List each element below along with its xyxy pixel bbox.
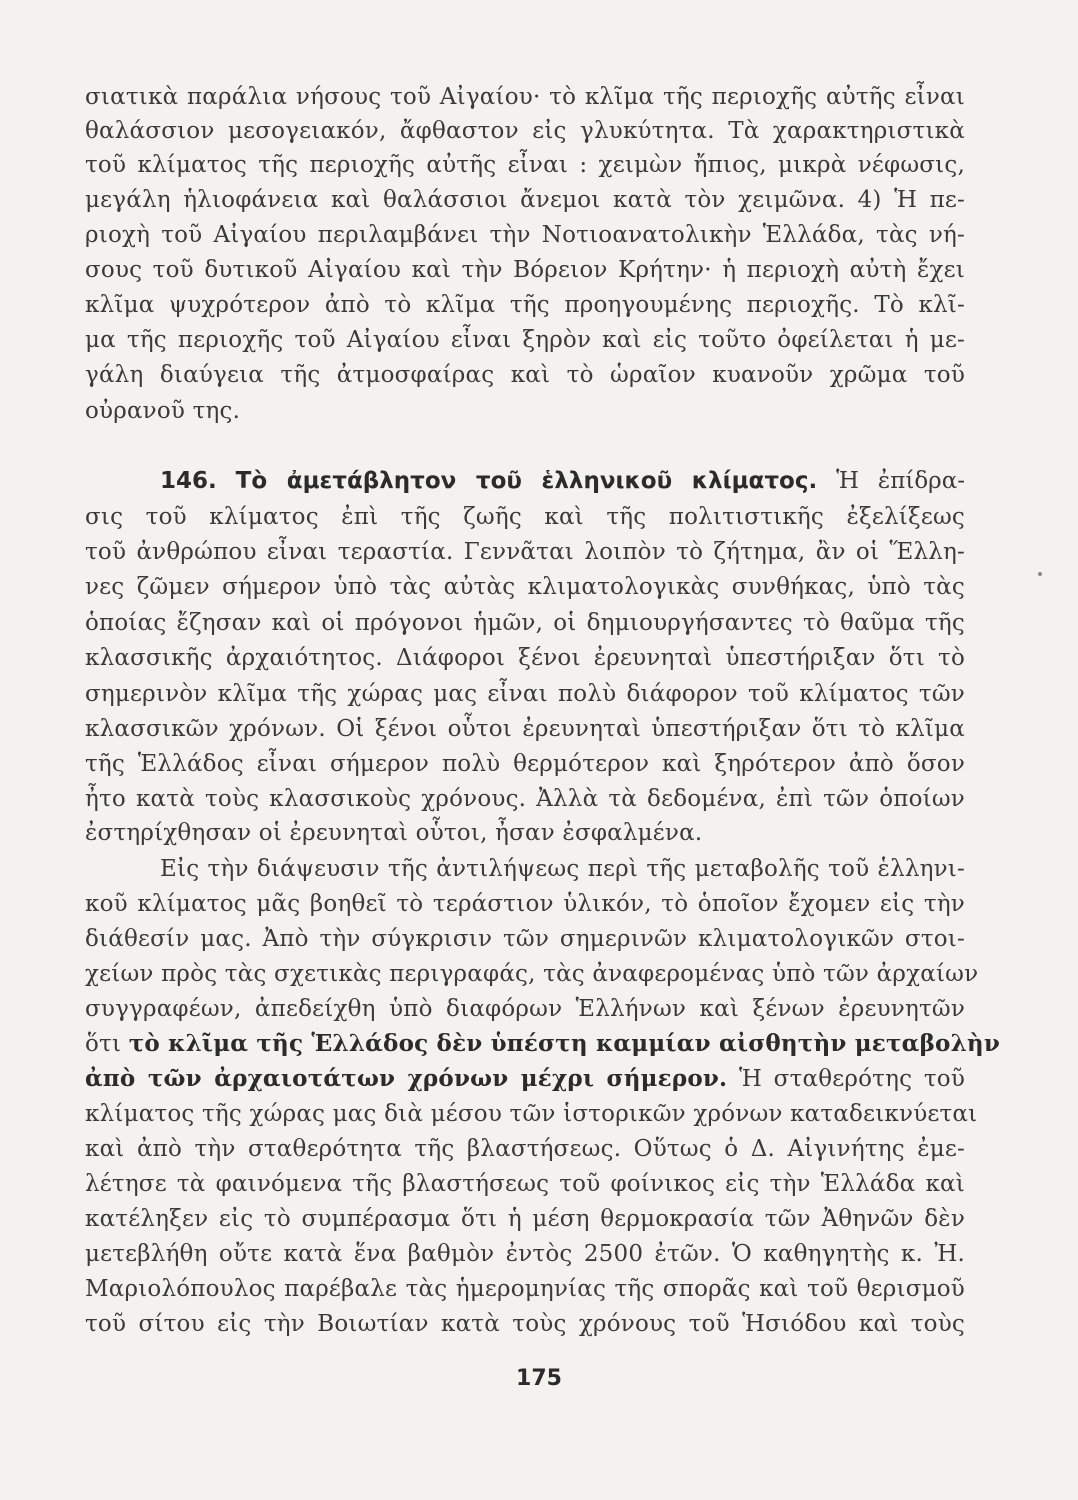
text-line: οὐρανοῦ της. [85, 398, 241, 424]
paper-speck [1038, 572, 1042, 576]
text-line: μετεβλήθη οὔτε κατὰ ἕνα βαθμὸν ἐντὸς 2500 ἐτῶν. Ὁ καθηγητὴς κ. Ἠ. [85, 1241, 965, 1267]
text-line: ἦτο κατὰ τοὺς κλασσικοὺς χρόνους. Ἀλλὰ τὰ δεδομένα, ἐπὶ τῶν ὁποίων [85, 786, 965, 812]
text-line: κοῦ κλίματος μᾶς βοηθεῖ τὸ τεράστιον ὑλικόν, τὸ ὁποῖον ἔχομεν εἰς τὴν [85, 891, 965, 917]
text-line: σημερινὸν κλῖμα τῆς χώρας μας εἶναι πολὺ διάφορον τοῦ κλίματος τῶν [85, 681, 965, 707]
text-line: ἐστηρίχθησαν οἱ ἐρευνηταὶ οὗτοι, ἦσαν ἐσφαλμένα. [85, 820, 703, 846]
text-line: σις τοῦ κλίματος ἐπὶ τῆς ζωῆς καὶ τῆς πολιτιστικῆς ἐξελίξεως [85, 504, 965, 530]
text-line: γάλη διαύγεια τῆς ἀτμοσφαίρας καὶ τὸ ὡραῖον κυανοῦν χρῶμα τοῦ [85, 362, 965, 388]
text-line: διάθεσίν μας. Ἀπὸ τὴν σύγκρισιν τῶν σημερινῶν κλιματολογικῶν στοι- [85, 926, 965, 952]
text-line: θαλάσσιον μεσογειακόν, ἄφθαστον εἰς γλυκύτητα. Τὰ χαρακτηριστικὰ [85, 118, 965, 144]
text-line: Εἰς τὴν διάψευσιν τῆς ἀντιλήψεως περὶ τῆς μεταβολῆς τοῦ ἑλληνι- [160, 856, 965, 882]
text-line: καὶ ἀπὸ τὴν σταθερότητα τῆς βλαστήσεως. Οὕτως ὁ Δ. Αἰγινήτης ἐμε- [85, 1136, 965, 1162]
text-fragment: Ἡ σταθερότης τοῦ [738, 1066, 966, 1092]
section-title: Τὸ ἀμετάβλητον τοῦ ἑλληνικοῦ κλίματος. [235, 468, 818, 494]
text-line: κατέληξεν εἰς τὸ συμπέρασμα ὅτι ἡ μέση θερμοκρασία τῶν Ἀθηνῶν δὲν [85, 1206, 965, 1232]
text-line: λέτησε τὰ φαινόμενα τῆς βλαστήσεως τοῦ φοίνικος εἰς τὴν Ἑλλάδα καὶ [85, 1171, 965, 1197]
text-line: μεγάλη ἡλιοφάνεια καὶ θαλάσσιοι ἄνεμοι κατὰ τὸν χειμῶνα. 4) Ἡ πε- [85, 187, 965, 213]
text-line: συγγραφέων, ἀπεδείχθη ὑπὸ διαφόρων Ἑλλήνων καὶ ξένων ἐρευνητῶν [85, 996, 965, 1022]
page-number: 175 [516, 1366, 562, 1391]
section-first-line-text: Ἡ ἐπίδρα- [836, 468, 966, 494]
text-line-emphasis [85, 1027, 1000, 1061]
text-line: κλίματος τῆς χώρας μας διὰ μέσου τῶν ἱστορικῶν χρόνων καταδεικνύεται [85, 1101, 978, 1127]
text-line: σιατικὰ παράλια νήσους τοῦ Αἰγαίου· τὸ κλῖμα τῆς περιοχῆς αὐτῆς εἶναι [85, 84, 965, 110]
emphasized-text: τὸ κλῖμα τῆς Ἑλλάδος δὲν ὑπέστη καμμίαν αἰσθητὴν μεταβολὴν [128, 1030, 1000, 1057]
text-line-emphasis [85, 1062, 965, 1096]
text-line: κλασσικῆς ἀρχαιότητος. Διάφοροι ξένοι ἐρευνηταὶ ὑπεστήριξαν ὅτι τὸ [85, 645, 965, 671]
text-line: τῆς Ἑλλάδος εἶναι σήμερον πολὺ θερμότερον καὶ ξηρότερον ἀπὸ ὅσον [85, 751, 965, 777]
text-line: ριοχὴ τοῦ Αἰγαίου περιλαμβάνει τὴν Νοτιοανατολικὴν Ἑλλάδα, τὰς νή- [85, 222, 965, 248]
text-line: τοῦ σίτου εἰς τὴν Βοιωτίαν κατὰ τοὺς χρόνους τοῦ Ἡσιόδου καὶ τοὺς [85, 1311, 965, 1337]
text-line: μα τῆς περιοχῆς τοῦ Αἰγαίου εἶναι ξηρὸν καὶ εἰς τοῦτο ὀφείλεται ἡ με- [85, 327, 965, 353]
text-line: Μαριολόπουλος παρέβαλε τὰς ἡμερομηνίας τῆς σπορᾶς καὶ τοῦ θερισμοῦ [85, 1276, 965, 1302]
text-line: ὁποίας ἔζησαν καὶ οἱ πρόγονοι ἡμῶν, οἱ δημιουργήσαντες τὸ θαῦμα τῆς [85, 610, 965, 636]
text-fragment: ὅτι [85, 1031, 122, 1057]
section-heading-line [160, 464, 965, 498]
text-line: κλῖμα ψυχρότερον ἀπὸ τὸ κλῖμα τῆς προηγουμένης περιοχῆς. Τὸ κλῖ- [85, 292, 965, 318]
text-line: τοῦ κλίματος τῆς περιοχῆς αὐτῆς εἶναι : χειμὼν ἤπιος, μικρὰ νέφωσις, [85, 152, 965, 178]
text-line: κλασσικῶν χρόνων. Οἱ ξένοι οὗτοι ἐρευνηταὶ ὑπεστήριξαν ὅτι τὸ κλῖμα [85, 716, 965, 742]
text-line: χείων πρὸς τὰς σχετικὰς περιγραφάς, τὰς ἀναφερομένας ὑπὸ τῶν ἀρχαίων [85, 961, 979, 987]
emphasized-text: ἀπὸ τῶν ἀρχαιοτάτων χρόνων μέχρι σήμερον. [85, 1065, 728, 1092]
section-number: 146. [160, 468, 217, 494]
text-line: νες ζῶμεν σήμερον ὑπὸ τὰς αὐτὰς κλιματολογικὰς συνθήκας, ὑπὸ τὰς [85, 574, 965, 600]
text-line: σους τοῦ δυτικοῦ Αἰγαίου καὶ τὴν Βόρειον Κρήτην· ἡ περιοχὴ αὐτὴ ἔχει [85, 257, 965, 283]
text-line: τοῦ ἀνθρώπου εἶναι τεραστία. Γεννᾶται λοιπὸν τὸ ζήτημα, ἂν οἱ Ἕλλη- [85, 539, 965, 565]
